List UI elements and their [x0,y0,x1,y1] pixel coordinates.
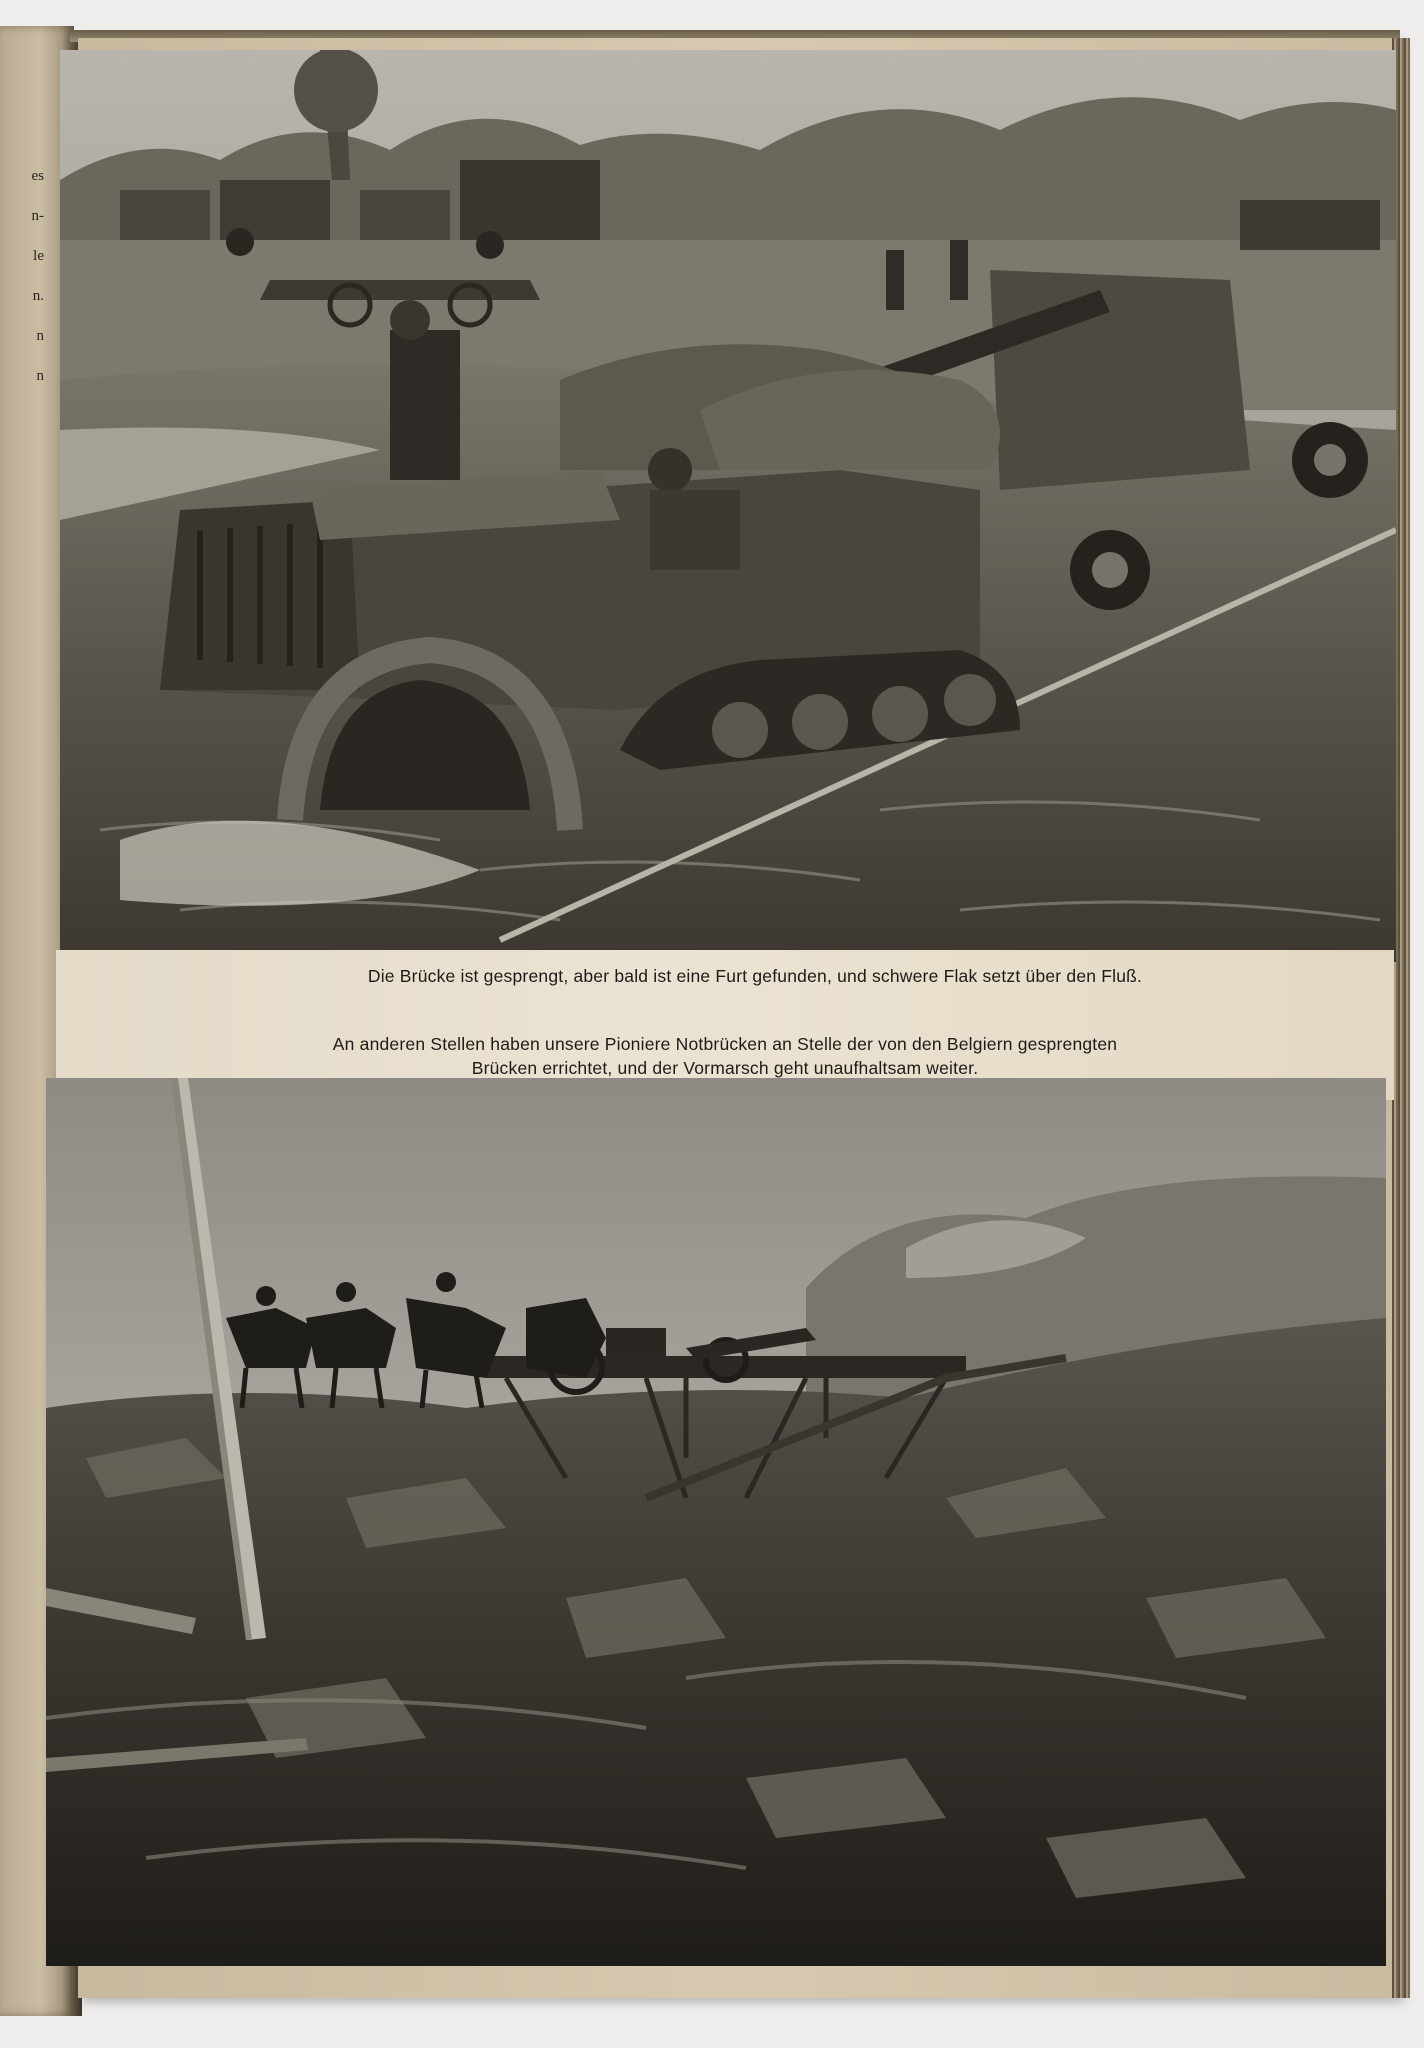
photo-emergency-bridge-graphic [46,1078,1386,1966]
caption-emergency-bridges-line-2: Brücken errichtet, und der Vormarsch geht unaufhaltsam weiter. [471,1058,979,1078]
photo-halftrack-ford-graphic [60,50,1396,962]
left-fragment: n [36,368,44,384]
caption-emergency-bridges [56,1032,1394,1080]
left-fragment: es [31,168,44,184]
caption-emergency-bridges-line-1: An anderen Stellen haben unsere Pioniere Notbrücken an Stelle der von den Belgiern gesprengten [332,1034,1118,1054]
left-fragment: le [33,248,44,264]
left-fragment: n. [32,288,44,304]
photo-halftrack-ford-icon [60,50,1396,962]
caption-ford-crossing: Die Brücke ist gesprengt, aber bald ist eine Furt gefunden, und schwere Flak setzt über den Fluß. [367,966,1143,986]
left-fragment: n- [31,208,44,224]
left-page-text-fragments [4,156,44,396]
left-fragment: n [36,328,44,344]
photo-emergency-bridge-icon [46,1078,1386,1966]
